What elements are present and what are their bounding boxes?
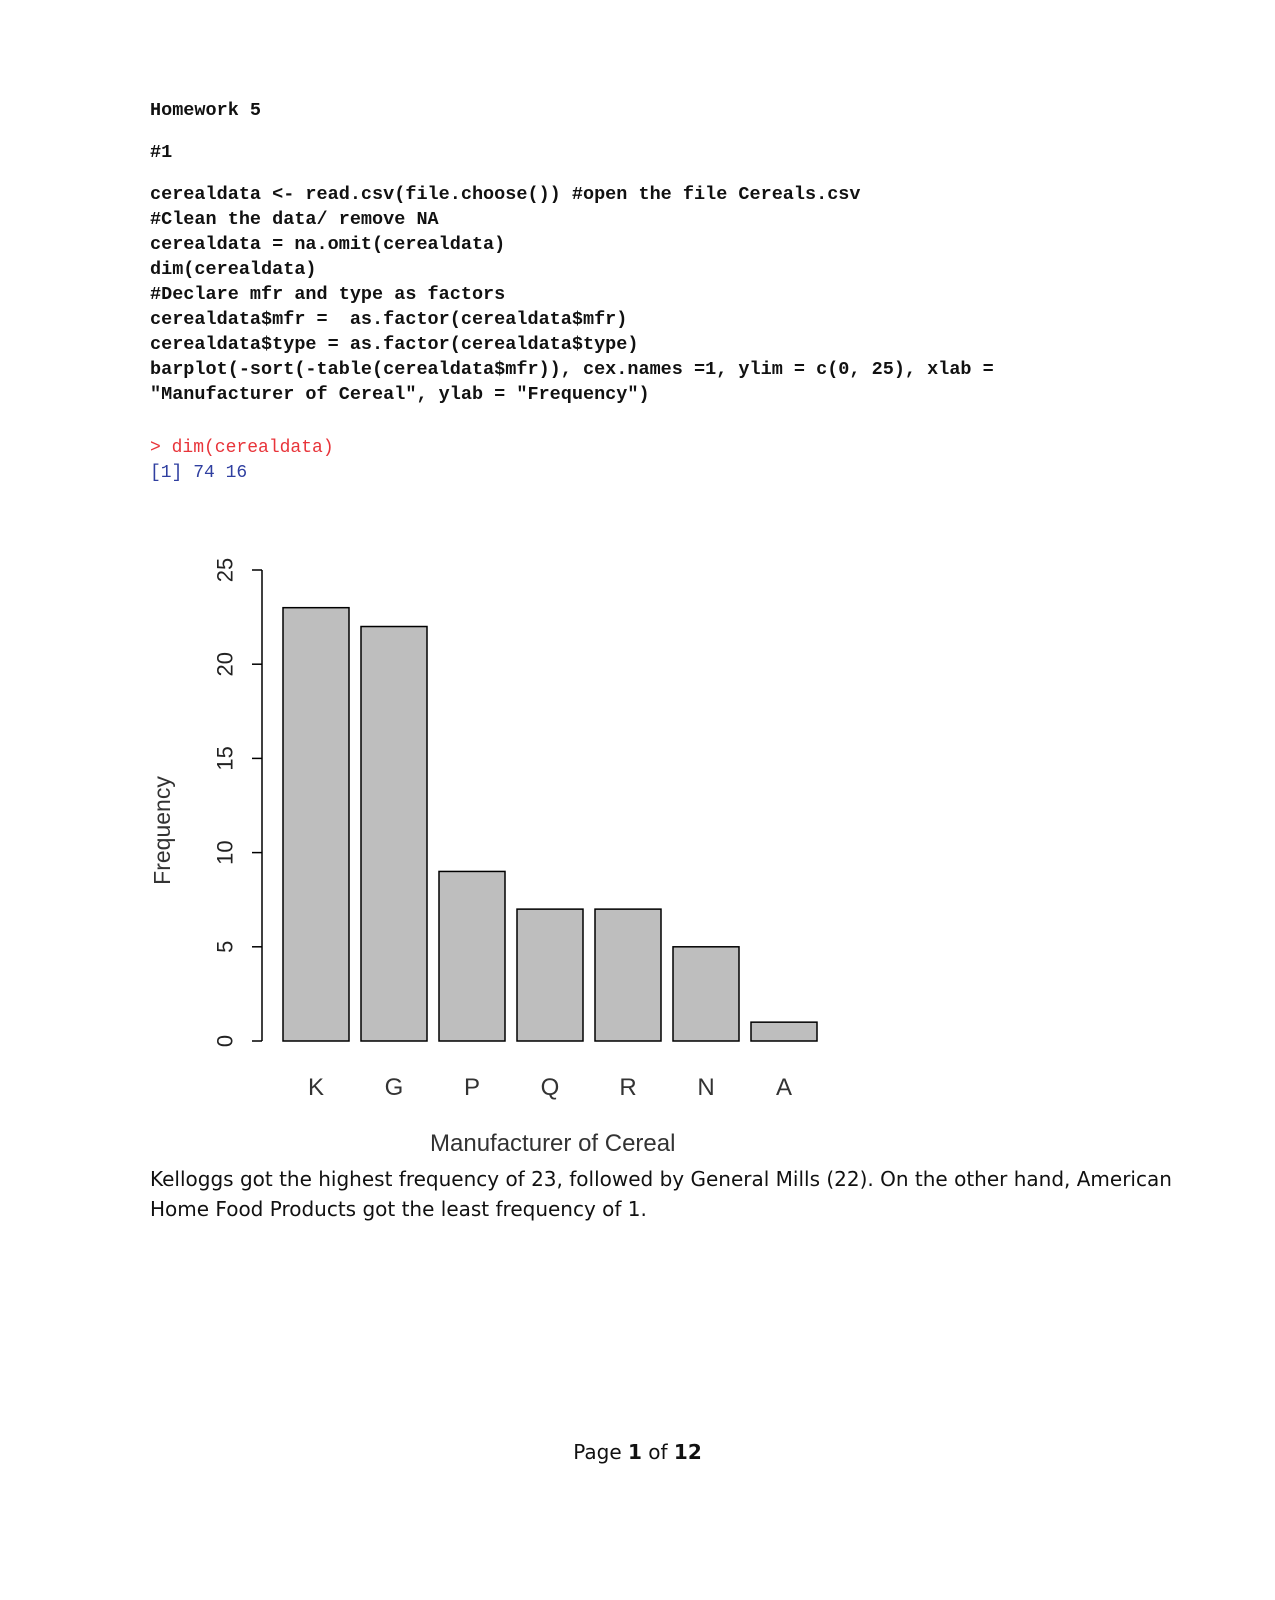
y-tick-label: 25 — [212, 557, 238, 583]
code-line: #Clean the data/ remove NA — [150, 209, 439, 230]
code-line: #Declare mfr and type as factors — [150, 284, 506, 305]
bar-R — [595, 909, 661, 1041]
paragraph-line: Home Food Products got the least frequency of 1. — [150, 1197, 647, 1221]
code-line: cerealdata <- read.csv(file.choose()) #open the file Cereals.csv — [150, 184, 861, 205]
y-tick-label: 10 — [212, 840, 238, 865]
footer-current-page: 1 — [628, 1440, 642, 1464]
bar-Q — [517, 909, 583, 1041]
code-line: "Manufacturer of Cereal", ylab = "Frequency") — [150, 384, 650, 405]
bar-P — [439, 871, 505, 1041]
bar-G — [361, 627, 427, 1041]
y-tick-label: 0 — [212, 1034, 238, 1048]
footer-middle: of — [641, 1440, 674, 1464]
x-category-label: P — [463, 1074, 481, 1101]
footer-total-pages: 12 — [673, 1440, 702, 1464]
paragraph-line: Kelloggs got the highest frequency of 23, followed by General Mills (22). On the other hand, American — [150, 1167, 1172, 1191]
code-line: cerealdata$type = as.factor(cerealdata$type) — [150, 334, 639, 355]
console-output — [150, 436, 334, 486]
code-line: cerealdata$mfr = as.factor(cerealdata$mfr) — [150, 309, 628, 330]
x-category-label: N — [697, 1074, 715, 1101]
bar-A — [751, 1022, 817, 1041]
y-tick-label: 15 — [212, 746, 238, 771]
x-category-label: K — [307, 1074, 325, 1101]
y-tick-label: 5 — [212, 940, 238, 953]
page-footer — [0, 1440, 1275, 1464]
code-line: cerealdata = na.omit(cerealdata) — [150, 234, 506, 255]
bar-N — [673, 947, 739, 1041]
document-title: Homework 5 — [150, 100, 262, 121]
x-category-label: Q — [540, 1074, 560, 1101]
console-result: [1] 74 16 — [150, 463, 248, 483]
console-command: > dim(cerealdata) — [150, 438, 334, 458]
x-category-label: A — [775, 1074, 793, 1101]
code-line: dim(cerealdata) — [150, 259, 317, 280]
section-number: #1 — [150, 142, 173, 163]
y-tick-label: 20 — [212, 651, 238, 677]
bar-chart — [130, 545, 850, 1125]
code-line: barplot(-sort(-table(cerealdata$mfr)), cex.names =1, ylim = c(0, 25), xlab = — [150, 359, 994, 380]
footer-prefix: Page — [573, 1440, 628, 1464]
x-category-label: R — [619, 1074, 637, 1101]
x-axis-title: Manufacturer of Cereal — [430, 1130, 676, 1157]
y-axis-title: Frequency — [149, 776, 175, 885]
analysis-paragraph — [150, 1164, 1172, 1224]
x-category-label: G — [384, 1074, 404, 1101]
code-block — [150, 182, 994, 407]
bar-K — [283, 608, 349, 1041]
